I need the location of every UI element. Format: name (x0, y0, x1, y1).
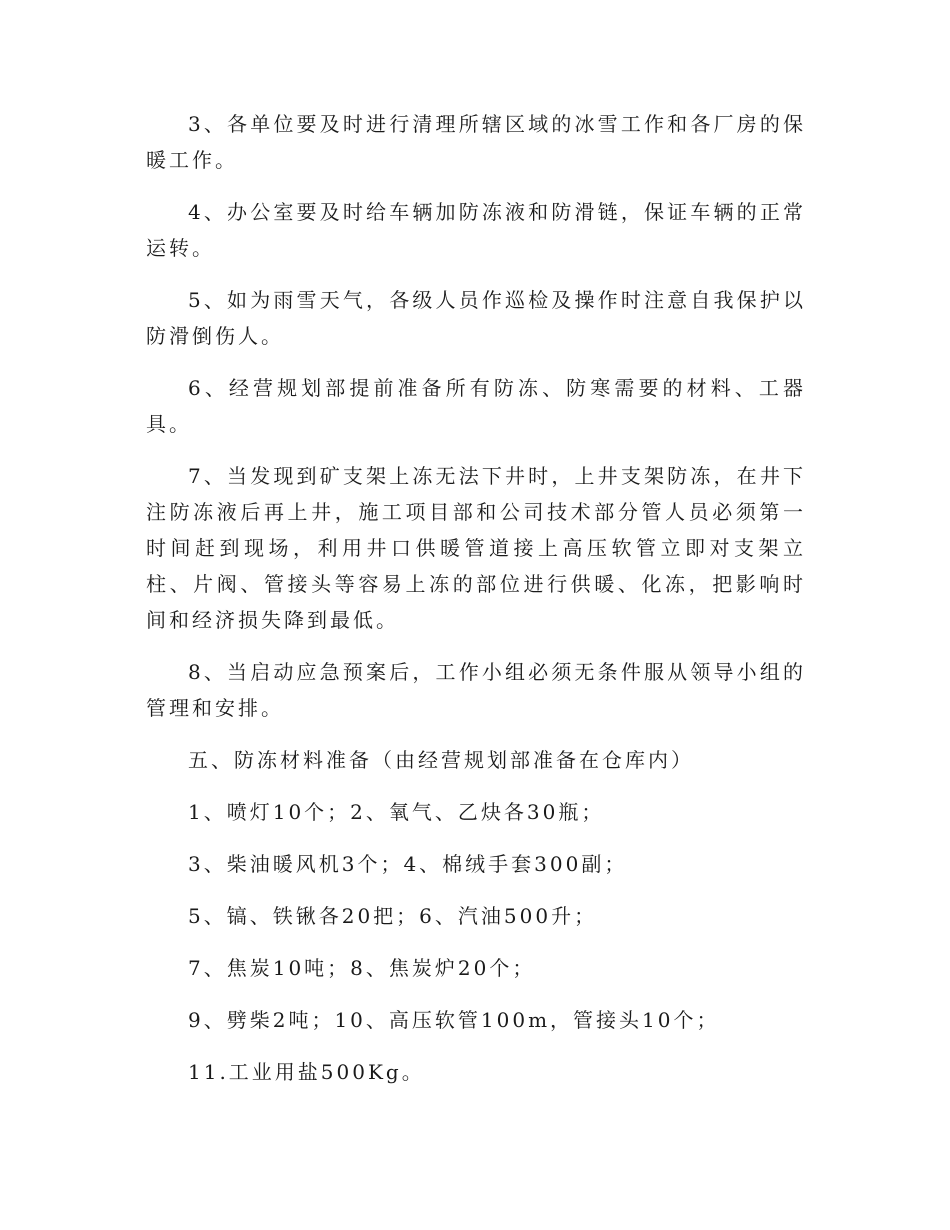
material-line-2: 3、柴油暖风机3个；4、棉绒手套300副； (188, 852, 628, 876)
material-line-4: 7、焦炭10吨；8、焦炭炉20个； (188, 956, 536, 980)
material-line-6: 11.工业用盐500Kg。 (188, 1060, 425, 1084)
paragraph-item-8: 8、当启动应急预案后，工作小组必须无条件服从领导小组的管理和安排。 (146, 660, 806, 720)
paragraph-item-4: 4、办公室要及时给车辆加防冻液和防滑链，保证车辆的正常运转。 (146, 200, 806, 260)
material-line-1: 1、喷灯10个；2、氧气、乙炔各30瓶； (188, 800, 605, 824)
paragraph-item-3: 3、各单位要及时进行清理所辖区域的冰雪工作和各厂房的保暖工作。 (146, 112, 806, 172)
material-line-5: 9、劈柴2吨；10、高压软管100m，管接头10个； (188, 1008, 720, 1032)
document-body (146, 106, 806, 1106)
material-line-3: 5、镐、铁锹各20把；6、汽油500升； (188, 904, 598, 928)
paragraph-item-6: 6、经营规划部提前准备所有防冻、防寒需要的材料、工器具。 (146, 376, 806, 436)
paragraph-item-7: 7、当发现到矿支架上冻无法下井时，上井支架防冻，在井下注防冻液后再上井，施工项目部和公司技术部分管人员必须第一时间赶到现场，利用井口供暖管道接上高压软管立即对支架立柱、片阀、管接头等容易上冻的部位进行供暖、化冻，把影响时间和经济损失降到最低。 (146, 464, 806, 632)
paragraph-item-5: 5、如为雨雪天气，各级人员作巡检及操作时注意自我保护以防滑倒伤人。 (146, 288, 806, 348)
section-heading-materials: 五、防冻材料准备（由经营规划部准备在仓库内） (188, 748, 694, 772)
